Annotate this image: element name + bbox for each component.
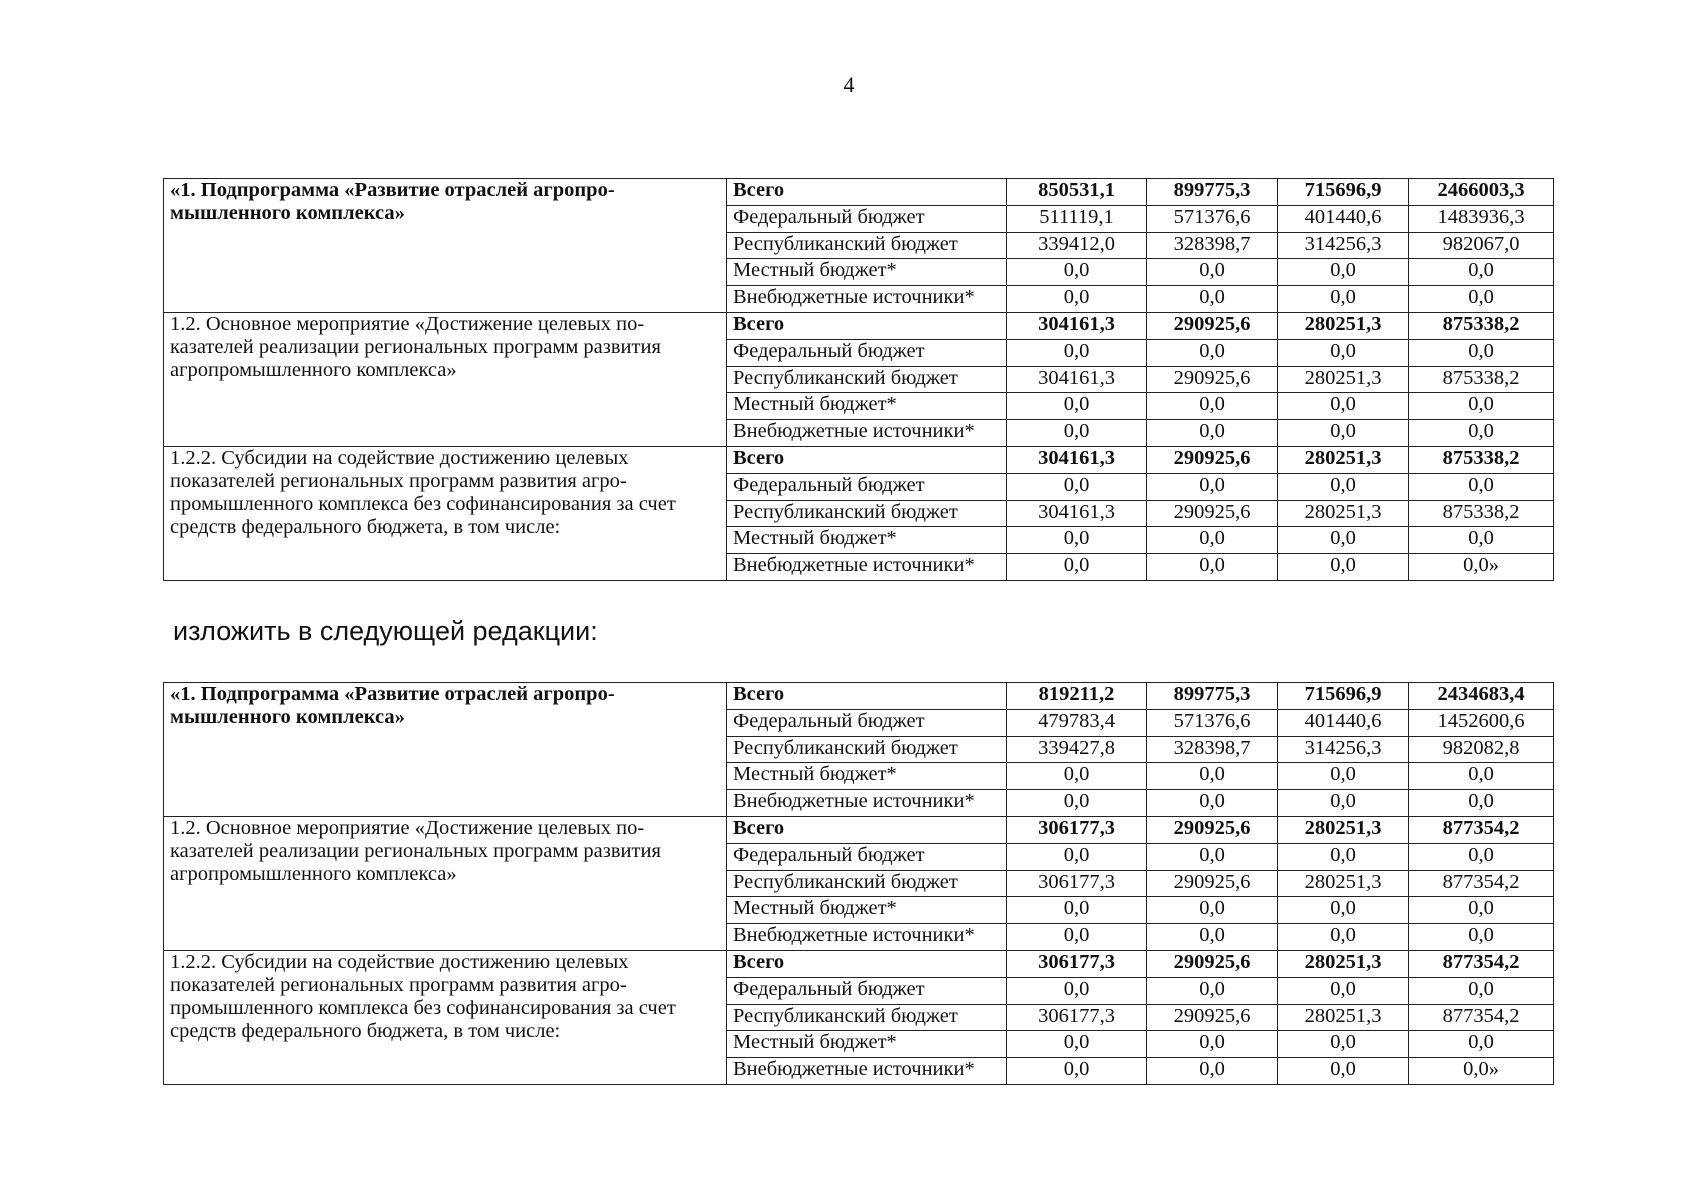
amount-cell: 571376,6 (1147, 205, 1278, 232)
funding-source-cell: Внебюджетные источники* (727, 790, 1007, 817)
funding-source-cell: Всего (727, 312, 1007, 339)
amount-cell: 0,0 (1147, 339, 1278, 366)
amount-cell: 0,0 (1409, 393, 1554, 420)
funding-source-cell: Всего (727, 446, 1007, 473)
amount-cell: 875338,2 (1409, 312, 1554, 339)
amount-cell: 304161,3 (1007, 446, 1147, 473)
table-row (164, 950, 1554, 977)
amount-cell: 0,0 (1007, 259, 1147, 286)
amount-cell: 819211,2 (1007, 683, 1147, 710)
amount-cell: 0,0 (1409, 420, 1554, 447)
amount-cell: 290925,6 (1147, 446, 1278, 473)
funding-source-cell: Федеральный бюджет (727, 339, 1007, 366)
amount-cell: 0,0 (1147, 897, 1278, 924)
program-name-cell: 1.2. Основное мероприятие «Достижение целевых по-казателей реализации региональных программ развития агропромышленного комплекса» (164, 312, 727, 446)
amount-cell: 479783,4 (1007, 709, 1147, 736)
amount-cell: 875338,2 (1409, 500, 1554, 527)
amount-cell: 306177,3 (1007, 816, 1147, 843)
amount-cell: 0,0 (1007, 763, 1147, 790)
table-row (164, 683, 1554, 710)
funding-source-cell: Внебюджетные источники* (727, 286, 1007, 313)
amount-cell: 328398,7 (1147, 232, 1278, 259)
amount-cell: 0,0 (1409, 977, 1554, 1004)
amount-cell: 0,0 (1409, 843, 1554, 870)
amount-cell: 0,0 (1409, 473, 1554, 500)
amount-cell: 0,0 (1007, 286, 1147, 313)
amount-cell: 0,0 (1147, 527, 1278, 554)
funding-source-cell: Местный бюджет* (727, 763, 1007, 790)
amount-cell: 0,0 (1278, 924, 1409, 951)
amount-cell: 0,0 (1278, 393, 1409, 420)
funding-source-cell: Федеральный бюджет (727, 843, 1007, 870)
funding-source-cell: Местный бюджет* (727, 897, 1007, 924)
amount-cell: 0,0 (1278, 473, 1409, 500)
amount-cell: 0,0 (1409, 259, 1554, 286)
amount-cell: 280251,3 (1278, 950, 1409, 977)
amount-cell: 0,0 (1007, 843, 1147, 870)
funding-source-cell: Местный бюджет* (727, 393, 1007, 420)
amount-cell: 0,0 (1409, 790, 1554, 817)
amount-cell: 280251,3 (1278, 870, 1409, 897)
amount-cell: 0,0 (1278, 843, 1409, 870)
amount-cell: 2434683,4 (1409, 683, 1554, 710)
amount-cell: 290925,6 (1147, 1004, 1278, 1031)
amount-cell: 280251,3 (1278, 446, 1409, 473)
amount-cell: 0,0 (1147, 420, 1278, 447)
amount-cell: 0,0 (1147, 924, 1278, 951)
amount-cell: 0,0 (1278, 286, 1409, 313)
amount-cell: 0,0 (1007, 554, 1147, 581)
table-row (164, 179, 1554, 206)
amount-cell: 0,0 (1007, 339, 1147, 366)
amount-cell: 0,0 (1007, 393, 1147, 420)
amount-cell: 0,0 (1147, 763, 1278, 790)
amount-cell: 280251,3 (1278, 816, 1409, 843)
amount-cell: 899775,3 (1147, 683, 1278, 710)
amount-cell: 0,0 (1147, 554, 1278, 581)
amount-cell: 401440,6 (1278, 709, 1409, 736)
amount-cell: 0,0 (1147, 259, 1278, 286)
amount-cell: 0,0 (1007, 924, 1147, 951)
amount-cell: 304161,3 (1007, 366, 1147, 393)
funding-source-cell: Внебюджетные источники* (727, 554, 1007, 581)
amount-cell: 0,0 (1278, 1058, 1409, 1085)
funding-source-cell: Республиканский бюджет (727, 870, 1007, 897)
budget-table-new (163, 682, 1554, 1085)
amount-cell: 0,0 (1409, 897, 1554, 924)
amount-cell: 0,0 (1278, 259, 1409, 286)
amount-cell: 314256,3 (1278, 736, 1409, 763)
amount-cell: 0,0 (1278, 1031, 1409, 1058)
amount-cell: 0,0 (1278, 977, 1409, 1004)
amount-cell: 339427,8 (1007, 736, 1147, 763)
funding-source-cell: Местный бюджет* (727, 527, 1007, 554)
amount-cell: 314256,3 (1278, 232, 1409, 259)
amount-cell: 290925,6 (1147, 366, 1278, 393)
amount-cell: 306177,3 (1007, 1004, 1147, 1031)
funding-source-cell: Внебюджетные источники* (727, 1058, 1007, 1085)
amount-cell: 0,0 (1147, 1058, 1278, 1085)
amount-cell: 290925,6 (1147, 816, 1278, 843)
amount-cell: 877354,2 (1409, 816, 1554, 843)
amount-cell: 0,0 (1409, 1031, 1554, 1058)
amount-cell: 0,0» (1409, 1058, 1554, 1085)
amount-cell: 982082,8 (1409, 736, 1554, 763)
amount-cell: 0,0 (1007, 420, 1147, 447)
amount-cell: 306177,3 (1007, 950, 1147, 977)
amount-cell: 0,0 (1007, 897, 1147, 924)
amount-cell: 280251,3 (1278, 366, 1409, 393)
program-name-cell: 1.2. Основное мероприятие «Достижение целевых по-казателей реализации региональных программ развития агропромышленного комплекса» (164, 816, 727, 950)
amount-cell: 401440,6 (1278, 205, 1409, 232)
amount-cell: 290925,6 (1147, 312, 1278, 339)
amount-cell: 0,0 (1278, 420, 1409, 447)
amount-cell: 290925,6 (1147, 950, 1278, 977)
funding-source-cell: Федеральный бюджет (727, 709, 1007, 736)
table-row (164, 816, 1554, 843)
amount-cell: 0,0» (1409, 554, 1554, 581)
amount-cell: 328398,7 (1147, 736, 1278, 763)
program-name-cell: «1. Подпрограмма «Развитие отраслей агропро-мышленного комплекса» (164, 683, 727, 817)
amount-cell: 280251,3 (1278, 500, 1409, 527)
table-row (164, 446, 1554, 473)
amount-cell: 875338,2 (1409, 366, 1554, 393)
amount-cell: 1452600,6 (1409, 709, 1554, 736)
amount-cell: 899775,3 (1147, 179, 1278, 206)
amount-cell: 877354,2 (1409, 870, 1554, 897)
amount-cell: 290925,6 (1147, 500, 1278, 527)
funding-source-cell: Республиканский бюджет (727, 500, 1007, 527)
table-row (164, 312, 1554, 339)
amount-cell: 0,0 (1007, 1058, 1147, 1085)
amount-cell: 0,0 (1147, 843, 1278, 870)
amount-cell: 304161,3 (1007, 500, 1147, 527)
amount-cell: 0,0 (1007, 977, 1147, 1004)
funding-source-cell: Всего (727, 816, 1007, 843)
budget-table-old (163, 178, 1554, 581)
amount-cell: 571376,6 (1147, 709, 1278, 736)
amount-cell: 877354,2 (1409, 950, 1554, 977)
amount-cell: 0,0 (1007, 473, 1147, 500)
funding-source-cell: Всего (727, 683, 1007, 710)
amount-cell: 0,0 (1409, 924, 1554, 951)
funding-source-cell: Федеральный бюджет (727, 205, 1007, 232)
amount-cell: 306177,3 (1007, 870, 1147, 897)
amount-cell: 1483936,3 (1409, 205, 1554, 232)
page-number: 4 (843, 72, 855, 97)
funding-source-cell: Федеральный бюджет (727, 977, 1007, 1004)
amount-cell: 511119,1 (1007, 205, 1147, 232)
amount-cell: 339412,0 (1007, 232, 1147, 259)
amount-cell: 0,0 (1147, 286, 1278, 313)
funding-source-cell: Всего (727, 179, 1007, 206)
amount-cell: 0,0 (1278, 527, 1409, 554)
amount-cell: 0,0 (1147, 473, 1278, 500)
amount-cell: 0,0 (1147, 790, 1278, 817)
amount-cell: 290925,6 (1147, 870, 1278, 897)
amount-cell: 0,0 (1409, 527, 1554, 554)
instruction-text: изложить в следующей редакции: (173, 616, 598, 646)
amount-cell: 0,0 (1409, 286, 1554, 313)
program-name-cell: «1. Подпрограмма «Развитие отраслей агропро-мышленного комплекса» (164, 179, 727, 313)
program-name-cell: 1.2.2. Субсидии на содействие достижению целевых показателей региональных программ развития агро-промышленного комплекса без софинансирования за счет средств федерального бюджета, в том числе: (164, 950, 727, 1084)
amount-cell: 0,0 (1007, 1031, 1147, 1058)
funding-source-cell: Республиканский бюджет (727, 736, 1007, 763)
amount-cell: 0,0 (1278, 897, 1409, 924)
program-name-cell: 1.2.2. Субсидии на содействие достижению целевых показателей региональных программ развития агро-промышленного комплекса без софинансирования за счет средств федерального бюджета, в том числе: (164, 446, 727, 580)
amount-cell: 715696,9 (1278, 683, 1409, 710)
funding-source-cell: Всего (727, 950, 1007, 977)
amount-cell: 0,0 (1409, 763, 1554, 790)
amount-cell: 0,0 (1147, 393, 1278, 420)
funding-source-cell: Местный бюджет* (727, 259, 1007, 286)
amount-cell: 304161,3 (1007, 312, 1147, 339)
funding-source-cell: Республиканский бюджет (727, 1004, 1007, 1031)
amount-cell: 875338,2 (1409, 446, 1554, 473)
amount-cell: 0,0 (1278, 763, 1409, 790)
funding-source-cell: Местный бюджет* (727, 1031, 1007, 1058)
funding-source-cell: Федеральный бюджет (727, 473, 1007, 500)
amount-cell: 0,0 (1007, 790, 1147, 817)
amount-cell: 715696,9 (1278, 179, 1409, 206)
amount-cell: 0,0 (1147, 1031, 1278, 1058)
funding-source-cell: Республиканский бюджет (727, 366, 1007, 393)
amount-cell: 877354,2 (1409, 1004, 1554, 1031)
funding-source-cell: Внебюджетные источники* (727, 924, 1007, 951)
amount-cell: 0,0 (1278, 554, 1409, 581)
amount-cell: 850531,1 (1007, 179, 1147, 206)
amount-cell: 280251,3 (1278, 1004, 1409, 1031)
amount-cell: 2466003,3 (1409, 179, 1554, 206)
amount-cell: 0,0 (1409, 339, 1554, 366)
amount-cell: 280251,3 (1278, 312, 1409, 339)
amount-cell: 0,0 (1147, 977, 1278, 1004)
amount-cell: 0,0 (1278, 790, 1409, 817)
amount-cell: 0,0 (1007, 527, 1147, 554)
funding-source-cell: Республиканский бюджет (727, 232, 1007, 259)
amount-cell: 982067,0 (1409, 232, 1554, 259)
funding-source-cell: Внебюджетные источники* (727, 420, 1007, 447)
amount-cell: 0,0 (1278, 339, 1409, 366)
